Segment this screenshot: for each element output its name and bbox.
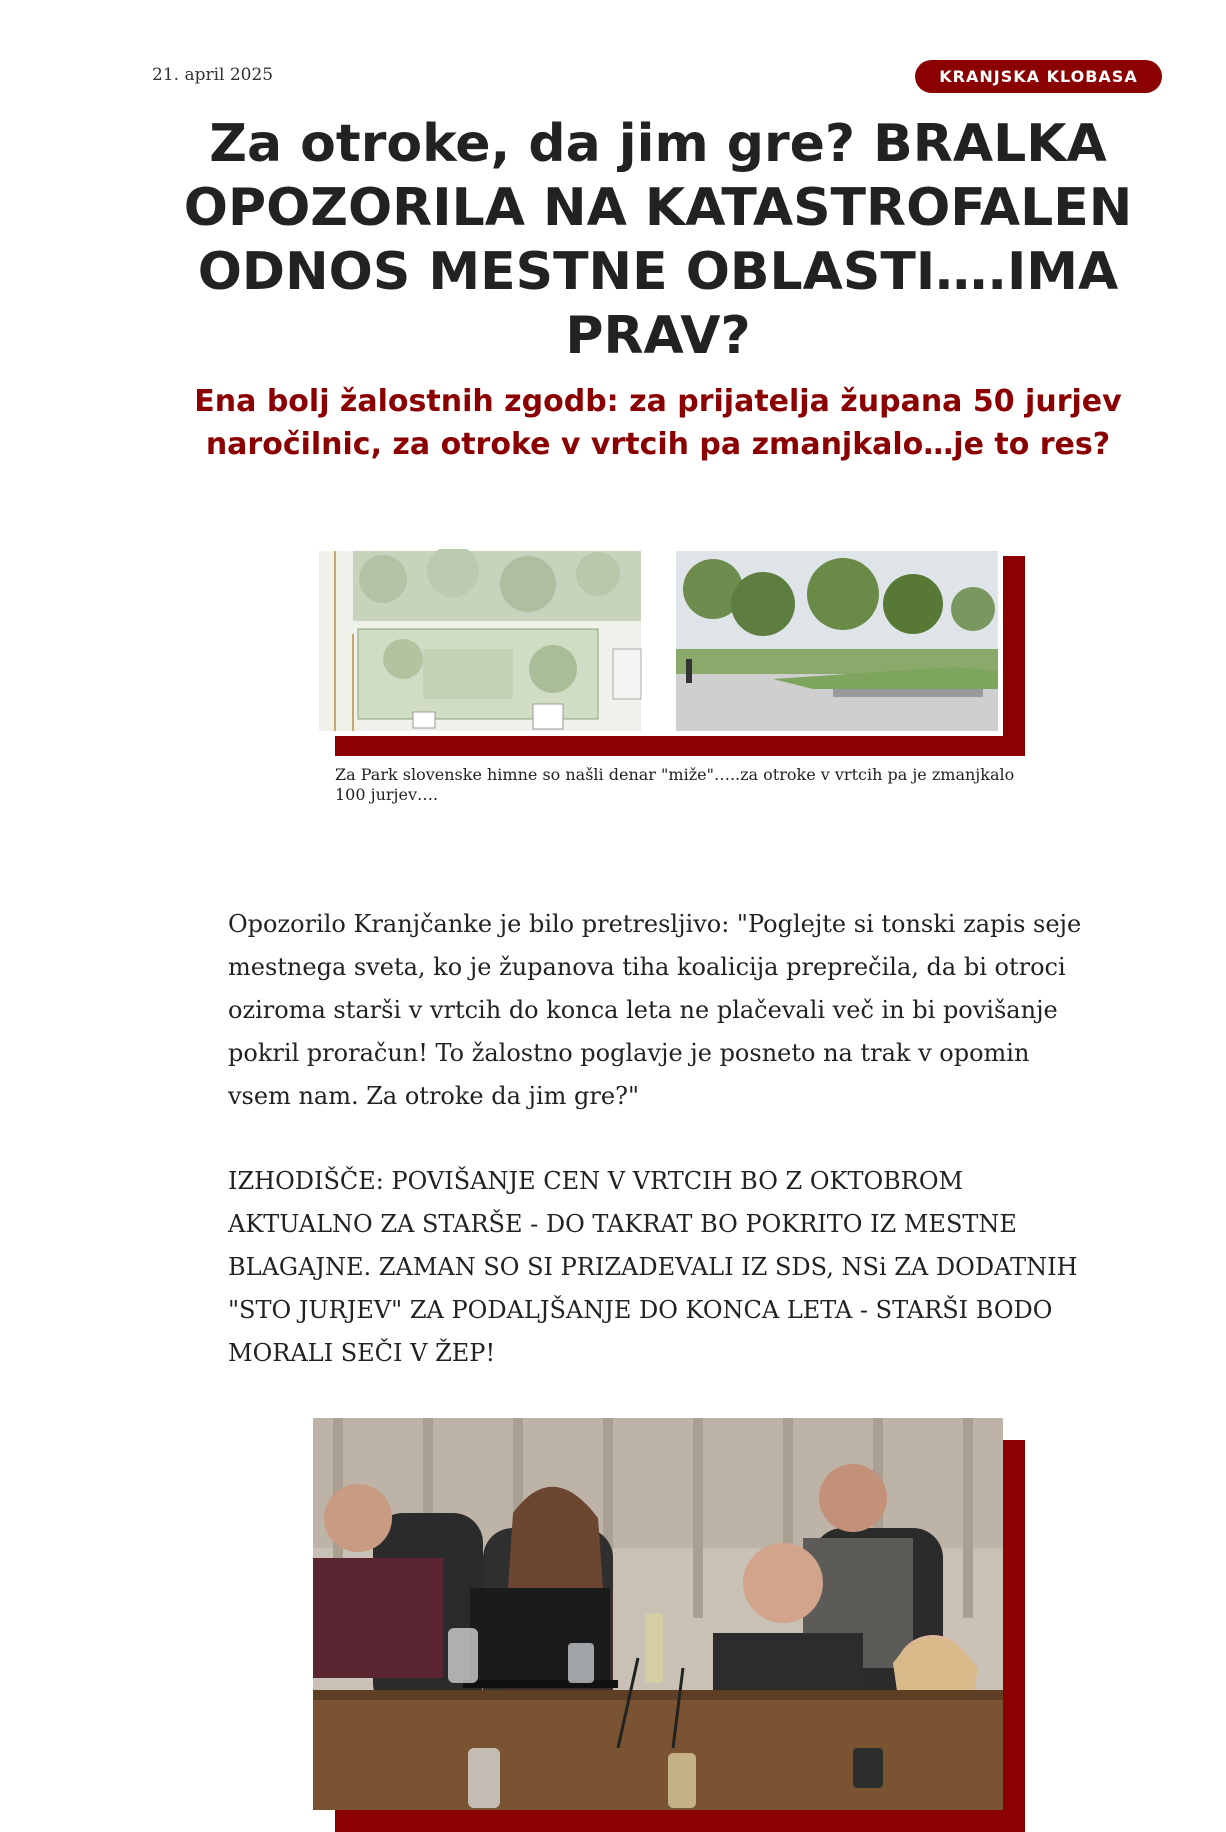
article-subheadline: Ena bolj žalostnih zgodb: za prijatelja župana 50 jurjev naročilnic, za otroke v vrtcih pa zmanjkalo…je to res? xyxy=(194,384,1122,462)
publish-date: 21. april 2025 xyxy=(152,65,274,85)
article-headline: Za otroke, da jim gre? BRALKA OPOZORILA NA KATASTROFALEN ODNOS MESTNE OBLASTI….IMA PRAV? xyxy=(183,114,1133,366)
park-plan-drawing xyxy=(313,549,1003,736)
figure-1-caption: Za Park slovenske himne so našli denar "miže"…..za otroke v vrtcih pa je zmanjkalo 100 jurjev…. xyxy=(335,765,1015,804)
park-plan-image[interactable] xyxy=(313,549,1003,736)
category-badge[interactable]: KRANJSKA KLOBASA xyxy=(915,60,1162,93)
council-session-drawing xyxy=(313,1418,1003,1810)
council-session-photo[interactable] xyxy=(313,1418,1003,1810)
article-paragraph-1: Opozorilo Kranjčanke je bilo pretresljivo: "Poglejte si tonski zapis seje mestnega sveta, ko je županova tiha koalicija preprečila, da bi otroci oziroma starši v vrtcih do konca leta ne plačevali več in bi povišanje pokril proračun! To žalostno poglavje je posneto na trak v opomin vsem nam. Za otroke da jim gre?" xyxy=(228,910,1082,1110)
article-paragraph-2: IZHODIŠČE: POVIŠANJE CEN V VRTCIH BO Z OKTOBROM AKTUALNO ZA STARŠE - DO TAKRAT BO POKRITO IZ MESTNE BLAGAJNE. ZAMAN SO SI PRIZADEVALI IZ SDS, NSi ZA DODATNIH "STO JURJEV" ZA PODALJŠANJE DO KONCA LETA - STARŠI BODO MORALI SEČI V ŽEP! xyxy=(228,1167,1078,1367)
